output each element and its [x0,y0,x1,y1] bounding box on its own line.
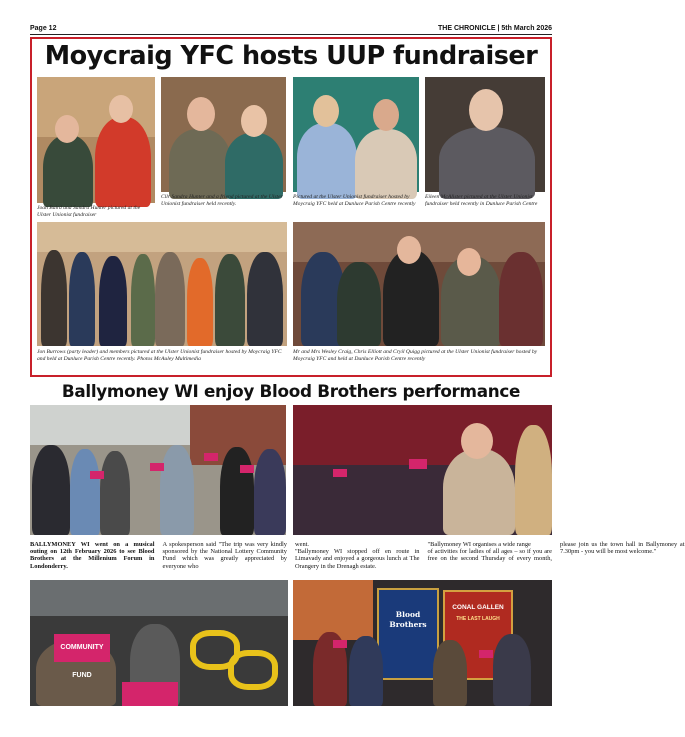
article-para-2: A spokesperson said "The trip was very kindly sponsored by the National Lottery Community Fund which was greatly appreciated by everyone who [162,541,287,570]
photo-joan-sandra [37,77,155,203]
caption-6: Mr and Mrs Wesley Craig, Chris Elliott and Cryil Quigg pictured at the Ulster Unionist fundraiser hosted by Moycraig YFC and held at Dunluce Parish Centre recently [293,349,538,362]
caption-1: Joan Baird and Sandra Hunter pictured at the Ulster Unionist fundraiser [37,205,141,218]
article-para-5: of activities for ladies of all ages – so if you are free on the second Thursday of every month, please join us the town hall in Ballymoney at 7.30pm - you will be most welcome." [427,541,685,563]
community-fund-sign: COMMUNITY FUND [54,634,110,662]
article-lead-end: Londonderry. [30,562,68,570]
photo-ulster-fundraiser [293,77,419,192]
photo-cllr-hunter [161,77,286,192]
article-lead: BALLYMONEY WI went on a musical outing on 12th February 2026 to see Blood Brothers at the Millenium Forum in [30,541,155,563]
photo-wi-theatre [293,405,552,535]
wi-headline: Ballymoney WI enjoy Blood Brothers performance [61,381,521,401]
caption-3: Pictured at the Ulster Unionist fundraiser hosted by Moycraig YFC held at Dunluce Parish Centre recently [293,194,416,207]
photo-wi-bus [30,580,288,706]
last-laugh-poster: THE LAST LAUGH [456,616,500,622]
article-para-2b: went. [295,541,310,548]
feature-headline: Moycraig YFC hosts UUP fundraiser [44,41,538,71]
photo-wi-outside [30,405,286,535]
blood-brothers-poster: Blood Brothers [389,610,427,629]
page-header [30,25,552,35]
header-rule [30,34,552,35]
wi-article [30,541,685,577]
caption-5: Jon Burrows (party leader) and members pictured at the Ulster Unionist fundraiser hosted by Moycraig YFC and held at Dunluce Parish Centre recently. Photos McAuley Multimedia [37,349,282,362]
paper-name-date: THE CHRONICLE | 5th March 2026 [438,25,552,32]
photo-craig-elliott-quigg [293,222,545,346]
photo-jon-burrows-group [37,222,287,346]
photo-eileen-mcalister [425,77,545,192]
photo-wi-foyer [293,580,552,706]
article-para-4: "Ballymoney WI organises a wide range [427,541,531,548]
conal-gallen-poster: CONAL GALLEN [452,604,504,611]
caption-4: Eileen McAlister pictured at the Ulster Unionist fundraiser held recently in Dunluce Parish Centre [425,194,538,207]
caption-2: Cllr Sandra Hunter and a friend pictured at the Ulster Unionist fundraiser held recently. [161,194,283,207]
article-para-3: "Ballymoney WI stopped off en route in Limavady and enjoyed a gorgeous lunch at The Orangery in the Drenagh estate. [295,548,420,570]
page-number: Page 12 [30,25,57,32]
